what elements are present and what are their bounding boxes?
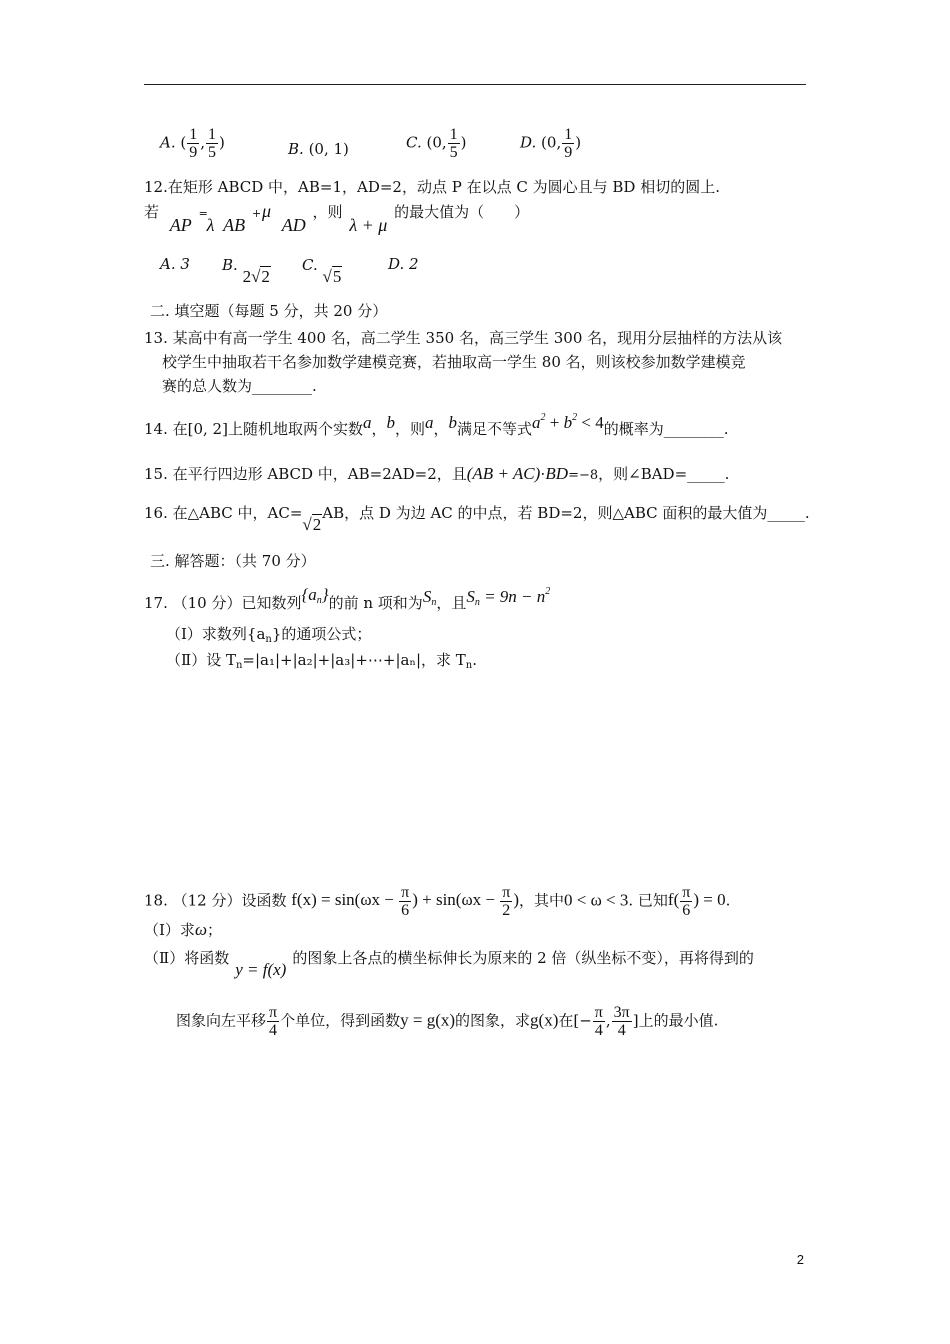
q16-statement: 16. 在△ABC 中，AC=√2AB，点 D 为边 AC 的中点，若 BD=2，则△ABC 面积的最大值为_____. <box>144 504 810 534</box>
q18-part-1: （Ⅰ）求ω； <box>144 920 222 939</box>
q12-option-c: C. √5 <box>302 256 342 286</box>
q12-statement: 12.在矩形 ABCD 中，AB=1，AD=2，动点 P 在以点 C 为圆心且与 BD 相切的圆上. <box>144 178 720 196</box>
q11-option-c: C. (0, $\frac{1}{5}$ ) <box>406 126 467 161</box>
section-3-heading: 三. 解答题：（共 70 分） <box>150 552 316 570</box>
section-2-heading: 二. 填空题（每题 5 分，共 20 分） <box>150 302 388 320</box>
q18-part-2-line-2: 图象向左平移 $\frac{\pi}{4}$ 个单位，得到函数y = g(x)的图象，求g(x)在[− $\frac{\pi}{4}$ , $\frac{3\pi}{4}$ ]上的最小值. <box>176 1004 719 1039</box>
header-rule <box>144 84 806 85</box>
q11-a-fraction-2: $\frac{1}{5}$ <box>208 126 217 161</box>
q18-part-2-line-1: （Ⅱ）将函数y = f(x)的图象上各点的横坐标伸长为原来的 2 倍（纵坐标不变），再将得到的 <box>144 949 754 979</box>
q14-statement: 14. 在[0, 2]上随机地取两个实数a，b，则a，b满足不等式$a^2 + b^2 < 4$的概率为________. <box>144 412 729 438</box>
q17-part-2: （Ⅱ）设 $T_n=|a_1|+|a_2|+|a_3|+\cdots+|a_n|$，求 $T_n$. <box>166 651 478 671</box>
q18-statement: 18. （12 分）设函数 f(x) = sin(ωx − $\frac{\pi}{6}$ ) + sin(ωx − $\frac{\pi}{2}$ )，其中0 < ω < 3. 已知f( $\frac{\pi}{6}$ ) = 0. <box>144 884 731 919</box>
q13-line-1: 13. 某高中有高一学生 400 名，高二学生 350 名，高三学生 300 名，现用分层抽样的方法从该 <box>144 329 783 347</box>
q11-option-d: D. (0, $\frac{1}{9}$ ) <box>520 126 582 161</box>
q11-c-fraction: $\frac{1}{5}$ <box>449 126 458 161</box>
q17-part-1: （Ⅰ）求数列$\{a_n\}$的通项公式； <box>166 625 372 645</box>
page-number: 2 <box>796 1252 804 1267</box>
q11-a-fraction-1: $\frac{1}{9}$ <box>189 126 198 161</box>
q11-d-fraction: $\frac{1}{9}$ <box>564 126 573 161</box>
q12-option-a: A. 3 <box>160 255 190 273</box>
q17-statement: 17. （10 分）已知数列$\{a_n\}$的前 n 项和为$S_n$，且$S_n = 9n - n^2$ <box>144 585 551 612</box>
q11-option-a: A. ( $\frac{1}{9}$ , $\frac{1}{5}$ ) <box>160 126 225 161</box>
q13-line-3: 赛的总人数为________. <box>162 377 317 395</box>
q12-option-b: B. 2√2 <box>222 256 270 286</box>
q12-vector-equation: 若 AP = λ AB + μ AD ，则 λ + μ 的最大值为（ ） <box>144 201 530 235</box>
q13-line-2: 校学生中抽取若干名参加数学建模竞赛，若抽取高一学生 80 名，则该校参加数学建模竞 <box>162 353 746 371</box>
q11-option-b: B. (0, 1) <box>288 140 349 158</box>
q12-option-d: D. 2 <box>388 255 419 273</box>
q15-statement: 15. 在平行四边形 ABCD 中，AB=2AD=2，且(AB + AC)⋅BD=−8，则∠BAD=_____. <box>144 464 730 483</box>
